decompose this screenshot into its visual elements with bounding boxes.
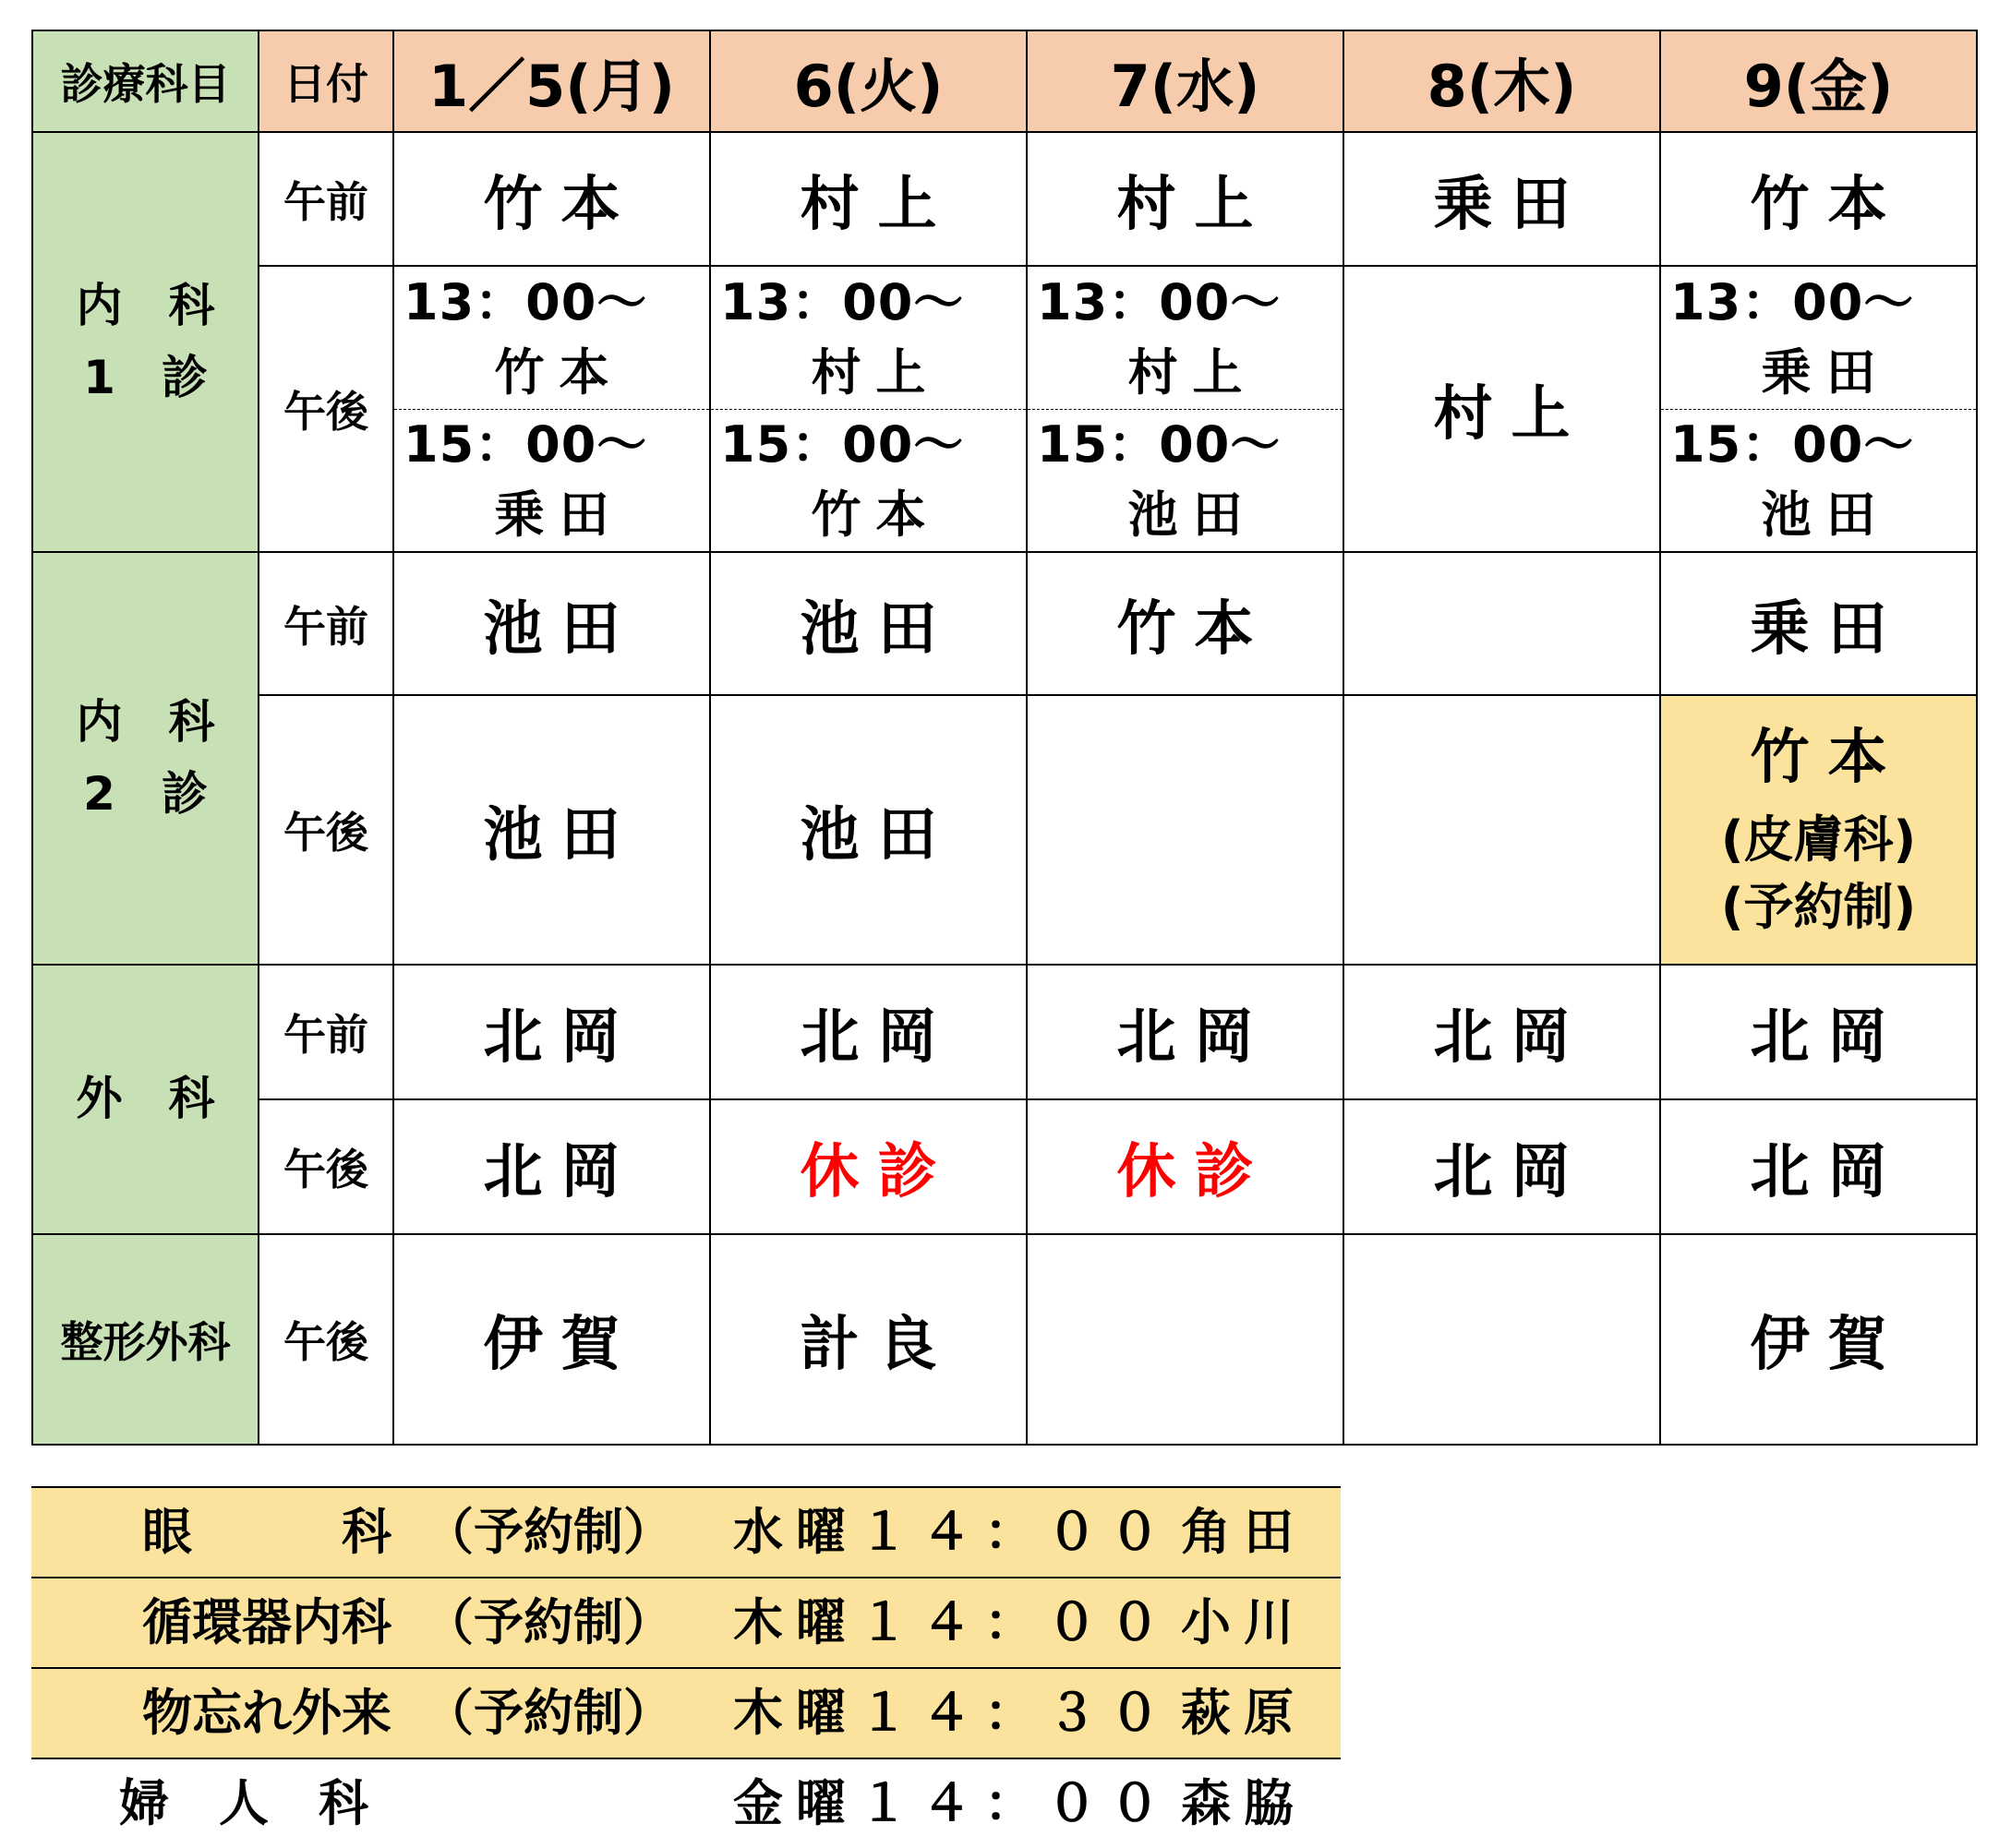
naika2-am-row [32,552,1977,695]
dept-naika1-line2: 1 診 [83,350,208,404]
header-row [32,30,1977,132]
doctor-cell [1027,1234,1343,1445]
slot-doctor: 村上 [1127,342,1258,402]
timeslot-cell [393,409,710,552]
extra-clinics [31,1486,1341,1848]
extra-row [31,1486,1341,1577]
dermatology-cell [1660,695,1977,965]
extra-doctor: 萩原 [1181,1684,1307,1742]
doctor-cell: 竹本 [1660,132,1977,266]
extra-doctor: 角田 [1181,1503,1307,1561]
header-day-wed: 7(水) [1027,30,1343,132]
extra-dept: 婦 人 科 [119,1774,368,1832]
slot-doctor: 竹本 [494,342,624,402]
doctor-cell: 竹本 [1027,552,1343,695]
doctor-cell: 北岡 [710,965,1027,1099]
doctor-cell [1343,1234,1660,1445]
extra-dept: 循環器内科 [142,1593,391,1651]
slot-time: 13：00～ [403,272,648,331]
extra-dept: 眼 科 [142,1503,391,1561]
doctor-cell [1343,552,1660,695]
doctor-cell: 池田 [393,695,710,965]
slot-time: 15：00～ [720,415,965,474]
doctor-cell: 伊賀 [1660,1234,1977,1445]
naika2-pm-row [32,695,1977,965]
doctor-cell: 北岡 [1660,1099,1977,1234]
extra-reservation: （予約制） [424,1503,673,1561]
extra-row [31,1758,1341,1848]
doctor-cell: 乗田 [1343,132,1660,266]
doctor-cell: 伊賀 [393,1234,710,1445]
doctor-cell: 池田 [710,695,1027,965]
doctor-cell: 北岡 [1660,965,1977,1099]
doctor-cell [1027,695,1343,965]
slot-doctor: 村上 [811,342,941,402]
dept-seikei: 整形外科 [32,1234,259,1445]
doctor-cell: 池田 [393,552,710,695]
doctor-cell: 村上 [1343,266,1660,552]
header-day-fri: 9(金) [1660,30,1977,132]
slot-time: 15：00～ [1037,415,1282,474]
slot-doctor: 池田 [1761,486,1891,545]
extra-row [31,1577,1341,1667]
period-am: 午前 [259,965,393,1099]
schedule-table [31,30,1978,1446]
doctor-cell: 竹本 [393,132,710,266]
timeslot-cell [710,266,1027,409]
timeslot-cell [393,266,710,409]
dept-naika2-line1: 内 科 [76,695,215,749]
extra-reservation: （予約制） [424,1684,673,1742]
dermatology-dept-label: (皮膚科) [1720,810,1917,870]
geka-pm-row [32,1099,1977,1234]
slot-time: 15：00～ [403,415,648,474]
doctor-cell: 計良 [710,1234,1027,1445]
extra-row [31,1667,1341,1758]
slot-doctor: 池田 [1127,486,1258,545]
dept-naika2-line2: 2 診 [83,766,208,821]
period-pm: 午後 [259,1099,393,1234]
doctor-cell: 村上 [710,132,1027,266]
doctor-cell: 北岡 [1027,965,1343,1099]
slot-doctor: 竹本 [811,486,941,545]
slot-time: 13：00～ [1037,272,1282,331]
header-dept-cell: 診療科目 [32,30,259,132]
header-date-cell: 日付 [259,30,393,132]
extra-time: 木曜１４：００ [733,1593,1173,1651]
dept-geka: 外 科 [32,965,259,1234]
extra-doctor: 小川 [1181,1593,1307,1651]
geka-am-row [32,965,1977,1099]
extra-time: 木曜１４：３０ [733,1684,1173,1742]
slot-time: 15：00～ [1670,415,1915,474]
timeslot-cell [1027,266,1343,409]
dept-naika2 [32,552,259,965]
extra-reservation: （予約制） [424,1593,673,1651]
extra-time: 水曜１４：００ [733,1503,1173,1561]
slot-doctor: 乗田 [1761,342,1891,402]
naika1-am-row [32,132,1977,266]
slot-doctor: 乗田 [494,486,624,545]
doctor-cell: 北岡 [1343,1099,1660,1234]
period-pm: 午後 [259,695,393,965]
period-am: 午前 [259,552,393,695]
doctor-cell: 北岡 [393,965,710,1099]
closed-cell: 休診 [1027,1099,1343,1234]
timeslot-cell [1660,409,1977,552]
extra-doctor: 森脇 [1181,1774,1307,1832]
closed-cell: 休診 [710,1099,1027,1234]
dermatology-reservation-label: (予約制) [1720,878,1917,937]
doctor-cell [1343,695,1660,965]
header-day-thu: 8(木) [1343,30,1660,132]
timeslot-cell [1660,266,1977,409]
doctor-cell: 北岡 [393,1099,710,1234]
slot-time: 13：00～ [1670,272,1915,331]
header-day-mon: 1／5(月) [393,30,710,132]
extra-time: 金曜１４：００ [733,1774,1173,1832]
naika1-pm-early-row [32,266,1977,409]
dept-naika1 [32,132,259,552]
dept-naika1-line1: 内 科 [76,279,215,332]
timeslot-cell [1027,409,1343,552]
doctor-cell: 北岡 [1343,965,1660,1099]
slot-time: 13：00～ [720,272,965,331]
doctor-cell: 村上 [1027,132,1343,266]
doctor-cell: 乗田 [1660,552,1977,695]
doctor-cell: 池田 [710,552,1027,695]
timeslot-cell [710,409,1027,552]
period-am: 午前 [259,132,393,266]
dermatology-doctor: 竹本 [1750,723,1906,792]
extra-dept: 物忘れ外来 [142,1684,391,1742]
seikei-pm-row [32,1234,1977,1445]
period-pm: 午後 [259,1234,393,1445]
header-day-tue: 6(火) [710,30,1027,132]
period-pm: 午後 [259,266,393,552]
